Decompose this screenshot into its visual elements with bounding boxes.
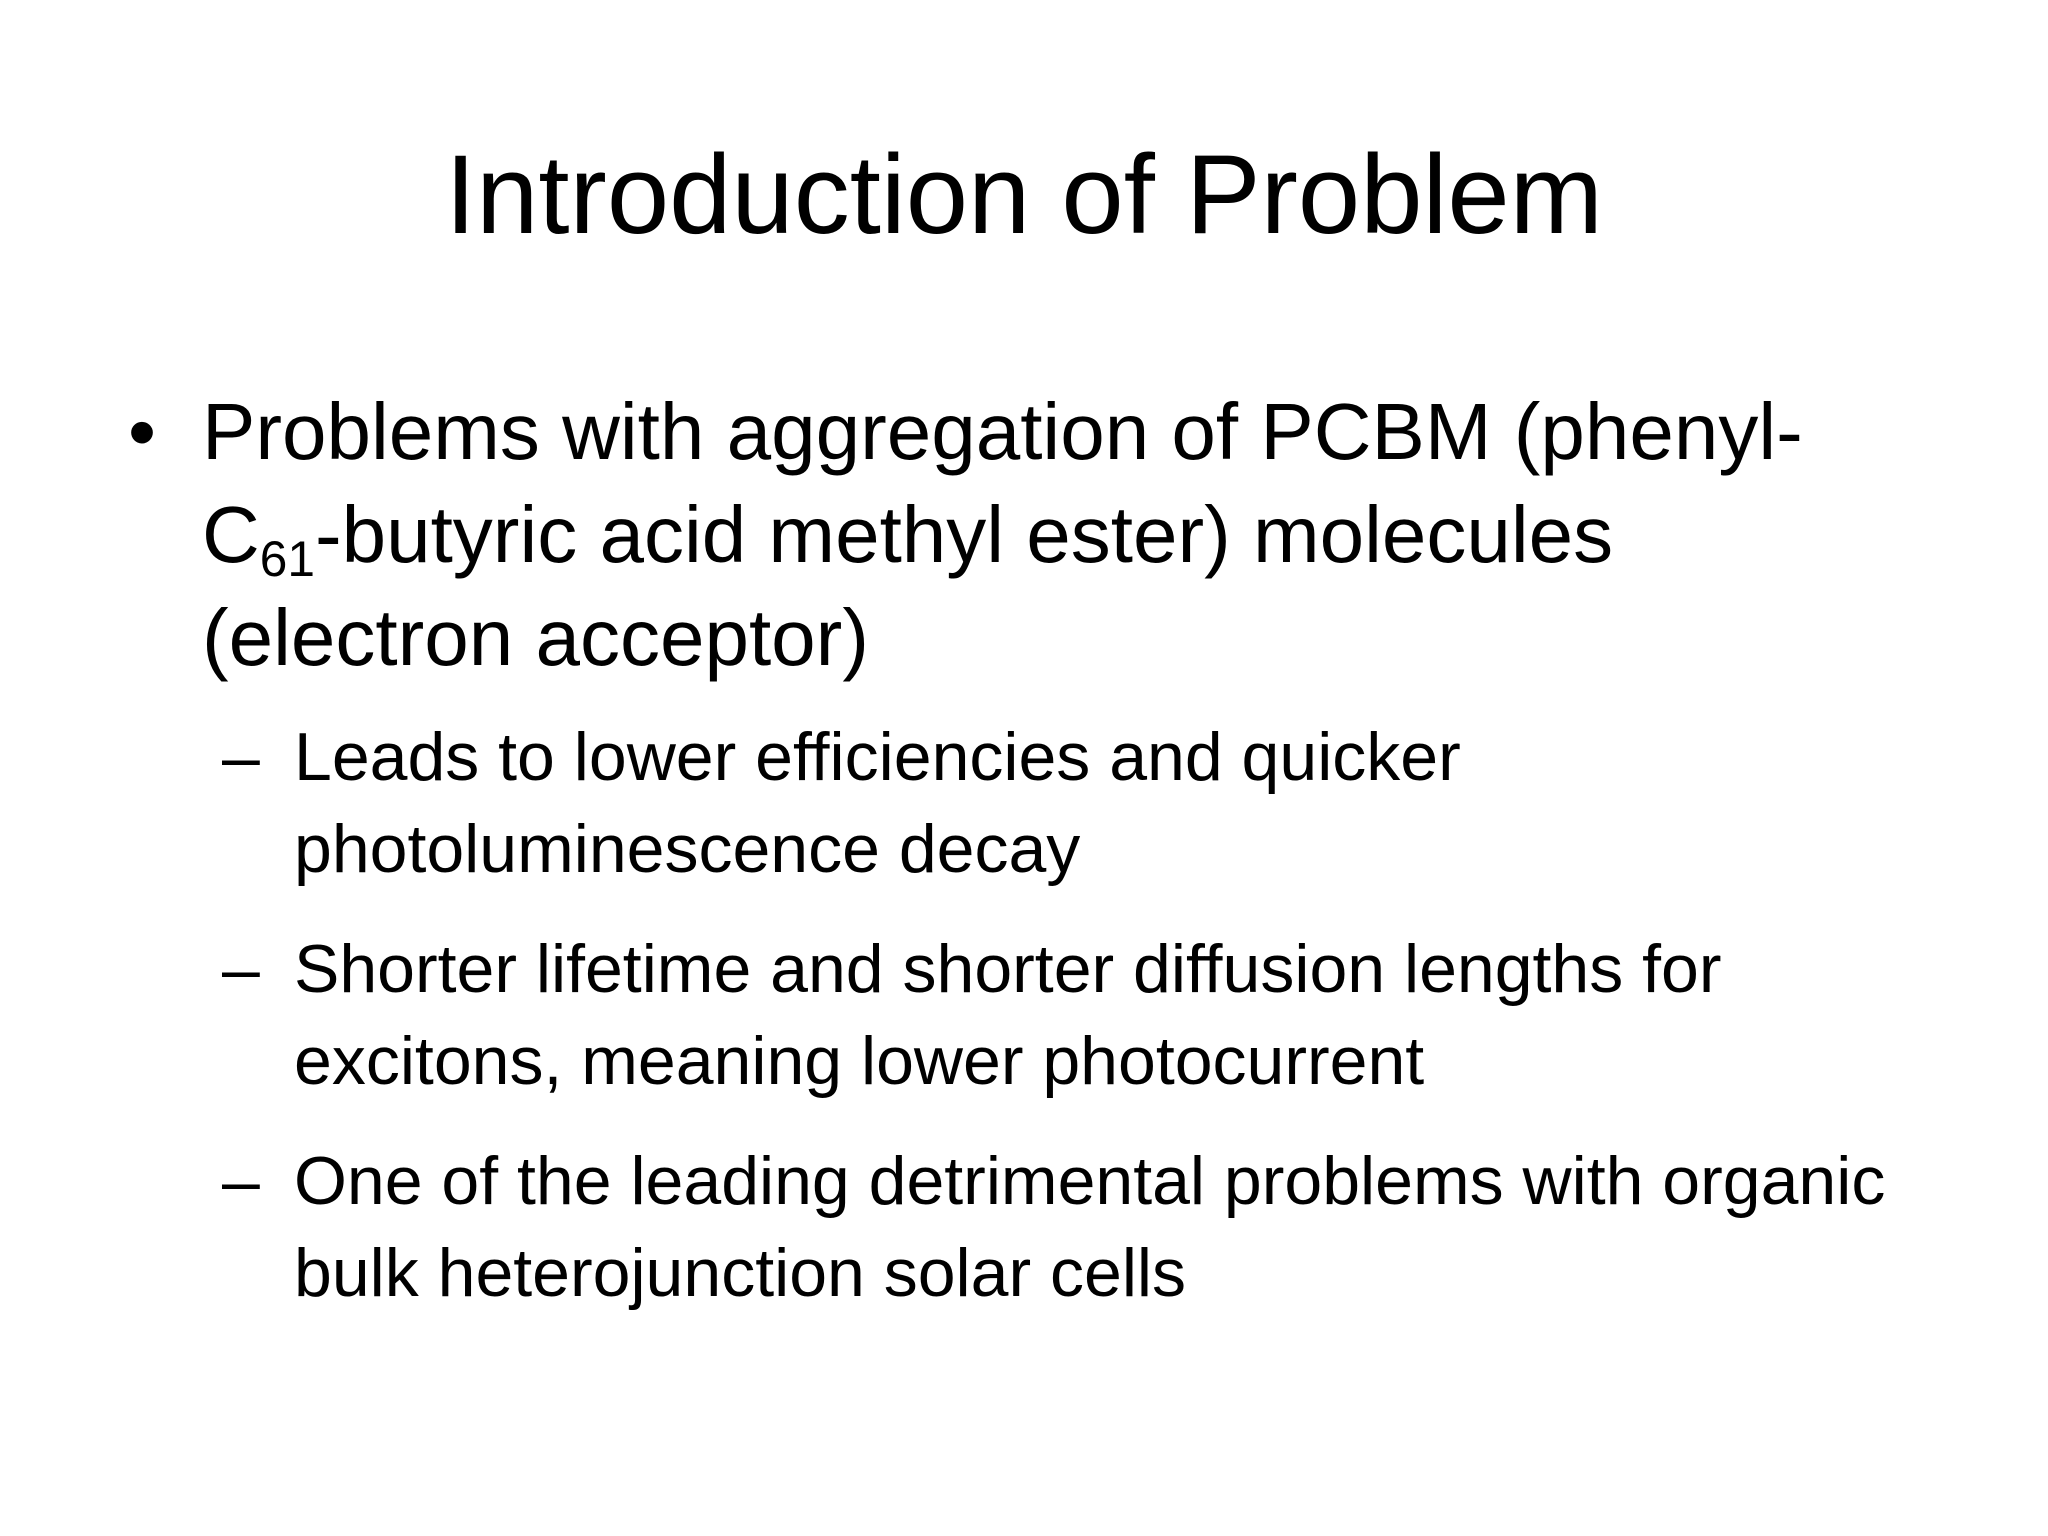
bullet-text-part: -butyric acid methyl ester) molecules (electron acceptor) [202,490,1614,682]
sub-bullet-list [120,711,1920,1319]
sub-bullet-text: Leads to lower efficiencies and quicker photoluminescence decay [294,719,1461,887]
sub-bullet-text: Shorter lifetime and shorter diffusion lengths for excitons, meaning lower photocurrent [294,931,1722,1099]
bullet-text-part: Problems with aggregation of PCBM (phenyl-C [202,387,1803,579]
slide-title: Introduction of Problem [445,132,1603,257]
bullet-text [202,387,1803,682]
sub-bullet-item [120,923,1920,1107]
dash-icon: – [222,719,260,795]
bullet-dot-icon: • [128,387,157,476]
sub-bullet-item [120,711,1920,895]
slide-body [120,380,1920,1347]
dash-icon: – [222,931,260,1007]
sub-bullet-item [120,1135,1920,1319]
bullet-item [120,380,1920,689]
dash-icon: – [222,1143,260,1219]
sub-bullet-text: One of the leading detrimental problems with organic bulk heterojunction solar cells [294,1143,1886,1311]
bullet-subscript: 61 [259,530,315,587]
